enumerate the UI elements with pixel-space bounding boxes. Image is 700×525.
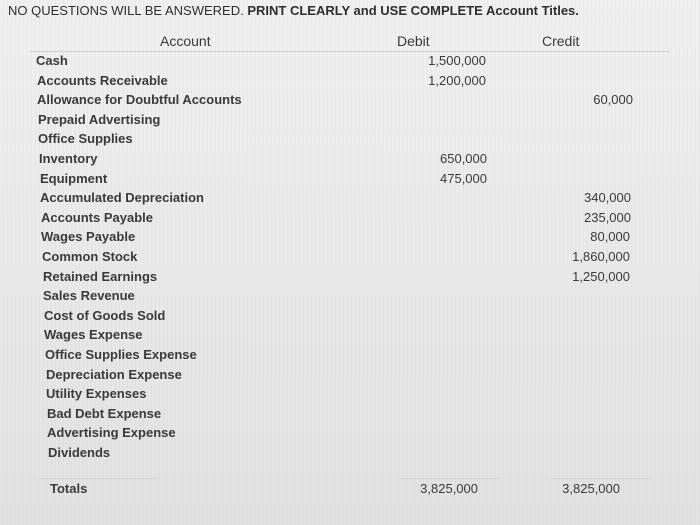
- table-row: [0, 288, 700, 308]
- account-title: Accumulated Depreciation: [40, 190, 204, 205]
- totals-debit: 3,825,000: [420, 481, 478, 496]
- totals-label: Totals: [50, 481, 88, 496]
- table-row: [0, 131, 700, 151]
- debit-amount: 1,200,000: [428, 73, 486, 88]
- table-row: [0, 367, 700, 387]
- table-row: [0, 445, 700, 465]
- credit-amount: 1,860,000: [572, 249, 630, 264]
- credit-amount: 235,000: [584, 210, 631, 225]
- header-divider: [30, 51, 670, 52]
- table-row: [0, 269, 700, 289]
- table-row: [0, 92, 700, 112]
- table-row: [0, 386, 700, 406]
- totals-divider-debit: [400, 478, 500, 479]
- account-title: Accounts Receivable: [37, 73, 168, 88]
- credit-amount: 1,250,000: [572, 269, 630, 284]
- column-header-debit: Debit: [397, 33, 430, 49]
- column-header-credit: Credit: [542, 33, 580, 49]
- account-title: Wages Payable: [41, 229, 136, 244]
- table-row: [0, 151, 700, 171]
- credit-amount: 340,000: [584, 190, 631, 205]
- table-row: [0, 112, 700, 132]
- account-title: Utility Expenses: [46, 386, 147, 401]
- account-title: Depreciation Expense: [46, 367, 182, 382]
- account-title: Office Supplies: [38, 131, 133, 146]
- account-title: Cost of Goods Sold: [44, 308, 166, 323]
- account-title: Common Stock: [42, 249, 138, 264]
- table-row: [0, 229, 700, 249]
- instructions-title: PRINT CLEARLY and USE COMPLETE Account Titles.: [247, 3, 579, 18]
- column-header-account: Account: [160, 33, 211, 49]
- credit-amount: 60,000: [593, 92, 633, 107]
- table-row: [0, 347, 700, 367]
- table-row: [0, 249, 700, 269]
- table-row: [0, 308, 700, 328]
- account-title: Allowance for Doubtful Accounts: [37, 92, 242, 107]
- debit-amount: 475,000: [440, 171, 487, 186]
- totals-divider-account: [38, 478, 158, 479]
- table-row: [0, 190, 700, 210]
- debit-amount: 650,000: [440, 151, 487, 166]
- account-title: Retained Earnings: [43, 269, 158, 284]
- table-row: [0, 406, 700, 426]
- account-title: Advertising Expense: [47, 425, 176, 440]
- table-row: [0, 73, 700, 93]
- totals-divider-credit: [550, 478, 650, 479]
- table-row: [0, 327, 700, 347]
- table-row: [0, 425, 700, 445]
- credit-amount: 80,000: [590, 229, 630, 244]
- table-row: [0, 53, 700, 73]
- account-title: Dividends: [48, 445, 111, 460]
- account-title: Sales Revenue: [43, 288, 135, 303]
- table-row: [0, 210, 700, 230]
- account-title: Inventory: [39, 151, 98, 166]
- totals-credit: 3,825,000: [562, 481, 620, 496]
- totals-row: [0, 481, 700, 501]
- debit-amount: 1,500,000: [428, 53, 486, 68]
- account-title: Wages Expense: [44, 327, 143, 342]
- account-title: Accounts Payable: [41, 210, 153, 225]
- account-title: Prepaid Advertising: [38, 112, 161, 127]
- account-title: Equipment: [40, 171, 108, 186]
- account-title: Cash: [36, 53, 68, 68]
- table-row: [0, 171, 700, 191]
- account-title: Office Supplies Expense: [45, 347, 197, 362]
- account-title: Bad Debt Expense: [47, 406, 162, 421]
- instructions-note: NO QUESTIONS WILL BE ANSWERED.: [8, 3, 244, 18]
- instructions-header: [8, 3, 579, 18]
